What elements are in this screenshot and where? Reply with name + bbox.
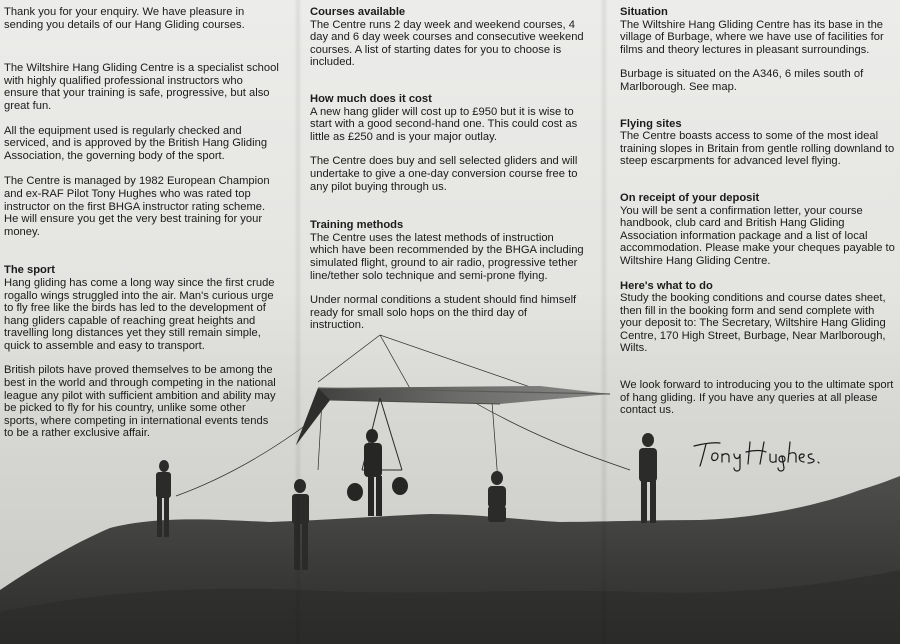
training-paragraph-2: Under normal conditions a student should find himself ready for small solo hops on the third day of instruction.: [310, 294, 577, 332]
fold-line-left: [294, 0, 302, 644]
training-paragraph-1: The Centre uses the latest methods of instruction which have been recommended by the BHGA including simulated flight, ground to air radio, progressive tether line/tether solo technique and semi-prone flying.: [310, 231, 584, 282]
sport-paragraph-2: British pilots have proved themselves to be among the best in the world and through competing in the national league any pilot with sufficient ambition and ability may be picked to fly for his country, unlike some other sports, where competing in international events tends to be a rather exclusive affair.: [4, 364, 276, 440]
cost-paragraph-1: A new hang glider will cost up to £950 but it is wise to start with a good second-hand one. This could cost as little as £250 and is your major outlay.: [310, 105, 578, 143]
pilot: [347, 429, 408, 516]
intro-paragraph: Thank you for your enquiry. We have pleasure in sending you details of our Hang Gliding courses.: [4, 6, 245, 31]
deposit-paragraph: You will be sent a confirmation letter, your course handbook, club card and British Hang Gliding Association information package and a list of local accommodation. Please make your cheques payable to Wiltshire Hang Gliding Centre.: [620, 204, 895, 267]
hang-glider-wing: [296, 386, 610, 470]
centre-description: The Wiltshire Hang Gliding Centre is a specialist school with highly qualified professional instructors who ensure that your training is safe, progressive, but also great fun.: [4, 62, 279, 112]
situation-paragraph-2: Burbage is situated on the A346, 6 miles south of Marlborough. See map.: [620, 68, 864, 93]
fold-line-right: [600, 0, 608, 644]
courses-paragraph: The Centre runs 2 day week and weekend courses, 4 day and 6 day week courses and consecutive weekend courses. A list of starting dates for you to choose is included.: [310, 18, 584, 69]
signature: [688, 432, 828, 472]
training-heading: Training methods: [310, 219, 404, 232]
deposit-heading: On receipt of your deposit: [620, 191, 760, 204]
person-right: [639, 433, 657, 523]
sport-heading: The sport: [4, 264, 55, 277]
flying-sites-heading: Flying sites: [620, 117, 682, 130]
column-left: [4, 6, 280, 440]
column-middle: [310, 6, 584, 332]
management-paragraph: The Centre is managed by 1982 European Champion and ex-RAF Pilot Tony Hughes who was rated top instructor on the first BHGA instructor rating scheme. He will ensure you get the very best training for your money.: [4, 175, 270, 238]
situation-heading: Situation: [620, 6, 668, 18]
person-center-right: [488, 471, 506, 522]
what-to-do-heading: Here's what to do: [620, 279, 713, 292]
situation-paragraph-1: The Wiltshire Hang Gliding Centre has its base in the village of Burbage, where we have use of facilities for films and theory lectures in pleasant surroundings.: [620, 18, 884, 56]
courses-heading: Courses available: [310, 6, 406, 18]
what-to-do-paragraph: Study the booking conditions and course dates sheet, then fill in the booking form and send complete with your deposit to: The Secretary, Wiltshire Hang Gliding Centre, 170 High Street, Burbage, Near Marlborough, Wilts.: [620, 292, 886, 355]
column-right: [620, 6, 896, 417]
flying-sites-paragraph: The Centre boasts access to some of the most ideal training slopes in Britain from gentle rolling downland to steep escarpments for advanced level flying.: [620, 130, 895, 168]
cost-paragraph-2: The Centre does buy and sell selected gliders and will undertake to give a one-day conversion course free to any pilot buying through us.: [310, 155, 578, 193]
equipment-paragraph: All the equipment used is regularly checked and serviced, and is approved by the British Hang Gliding Association, the governing body of the sport.: [4, 124, 268, 162]
sport-paragraph-1: Hang gliding has come a long way since the first crude rogallo wings struggled into the air. Man's curious urge to fly free like the birds has led to the development of hang gliders capable of reaching great heights and travelling long distances yet they still remain simple, quick to assemble and easy to transport.: [4, 276, 275, 352]
cost-heading: How much does it cost: [310, 92, 432, 105]
closing-paragraph: We look forward to introducing you to the ultimate sport of hang gliding. If you have any queries at all please contact us.: [620, 379, 894, 417]
